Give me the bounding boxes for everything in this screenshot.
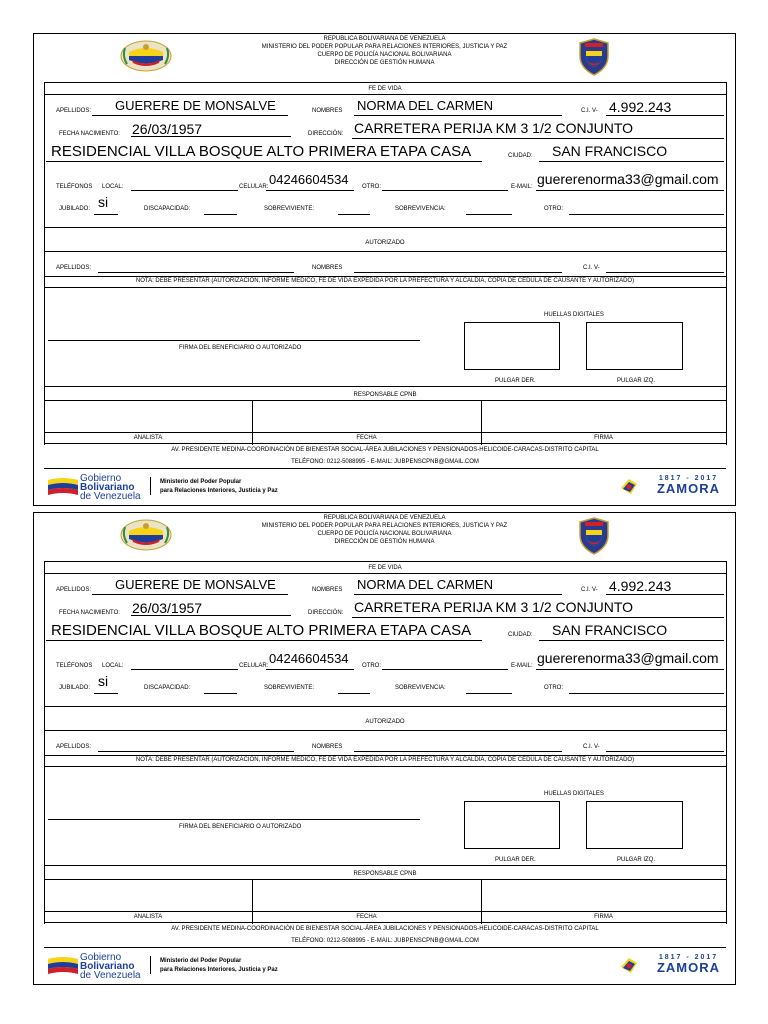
firma-label: FIRMA [594, 914, 613, 920]
inner-border-left [44, 82, 45, 445]
label-discapacidad: DISCAPACIDAD: [144, 206, 191, 212]
nota-text: NOTA: DEBE PRESENTAR (AUTORIZACIÓN, INFORME MEDICO, FE DE VIDA EXPEDIDA POR LA PREFECTURA Y ALCALDÍA, COPIA DE CÉDULA DE CAUSANTE Y AUTORIZADO) [135, 757, 635, 763]
otro-field[interactable] [382, 669, 508, 670]
inner-border-right [726, 561, 727, 924]
divider [44, 82, 726, 83]
local-field[interactable] [131, 669, 238, 670]
zamora-emblem-icon [619, 476, 639, 496]
celular-field[interactable] [266, 669, 354, 670]
divider [44, 432, 726, 433]
divider [44, 573, 726, 574]
section-title: FE DE VIDA [368, 565, 402, 571]
fecha-label: FECHA [356, 435, 377, 441]
direccion-continuation-field[interactable] [46, 161, 482, 162]
value-email: guererenorma33@gmail.com [537, 171, 719, 187]
huellas-title: HUELLAS DIGITALES [544, 791, 604, 797]
label-autorizado-apellidos: APELLIDOS: [56, 744, 92, 750]
responsable-title: RESPONSABLE CPNB [353, 871, 417, 877]
pulgar-izquierdo-box[interactable] [586, 322, 683, 370]
sobreviviente-field[interactable] [338, 693, 370, 694]
divider [44, 947, 726, 948]
apellidos-field[interactable] [92, 594, 288, 595]
label-local: LOCAL: [102, 184, 124, 190]
gobierno-line2: Bolivariano [80, 482, 135, 493]
firma-signature-area[interactable] [482, 401, 725, 431]
ci-field[interactable] [606, 115, 724, 116]
ciudad-field[interactable] [539, 640, 724, 641]
value-fecha-nacimiento: 26/03/1957 [132, 121, 203, 137]
label-direccion: DIRECCIÓN: [308, 610, 344, 616]
divider [44, 911, 726, 912]
value-direccion-line2: RESIDENCIAL VILLA BOSQUE ALTO PRIMERA ETAPA CASA [51, 622, 472, 639]
gobierno-line1: Gobierno [80, 952, 122, 963]
discapacidad-field[interactable] [204, 693, 237, 694]
autorizado-apellidos-field[interactable] [98, 751, 294, 752]
sobrevivencia-field[interactable] [466, 693, 512, 694]
gobierno-line1: Gobierno [80, 473, 122, 484]
gobierno-bolivariano-logo [80, 474, 141, 501]
firma-line[interactable] [48, 819, 420, 820]
label-sobrevivencia: SOBREVIVENCIA: [395, 206, 446, 212]
zamora-years: 1817 - 2017 [658, 954, 719, 961]
label-otro2: OTRO: [544, 685, 563, 691]
divider [44, 766, 726, 767]
label-telefonos: TELÉFONOS [56, 663, 93, 669]
footer-phone: TELÉFONO: 0212-5088995 - E-MAIL: JUBPENSCPNB@GMAIL.COM [291, 938, 479, 944]
header-line4: DIRECCIÓN DE GESTIÓN HUMANA [334, 539, 435, 545]
inner-border-left [44, 561, 45, 924]
header-line2: MINISTERIO DEL PODER POPULAR PARA RELACIONES INTERIORES, JUSTICIA Y PAZ [261, 523, 508, 529]
pulgar-derecho-box[interactable] [464, 322, 560, 370]
label-fecha-nacimiento: FECHA NACIMIENTO: [59, 610, 120, 616]
email-field[interactable] [536, 669, 724, 670]
direccion-field[interactable] [352, 617, 724, 618]
gobierno-bolivariano-logo [80, 953, 141, 980]
analista-signature-area[interactable] [45, 401, 251, 431]
divider [44, 865, 726, 866]
ciudad-field[interactable] [539, 161, 724, 162]
fecha-signature-area[interactable] [253, 401, 480, 431]
value-apellidos: GUERERE DE MONSALVE [115, 577, 276, 592]
ci-field[interactable] [606, 594, 724, 595]
divider [44, 730, 726, 731]
pulgar-izquierdo-box[interactable] [586, 801, 683, 849]
value-fecha-nacimiento: 26/03/1957 [132, 600, 203, 616]
label-ciudad: CIUDAD: [508, 632, 533, 638]
local-field[interactable] [131, 190, 238, 191]
label-autorizado-nombres: NOMBRES [312, 744, 343, 750]
value-direccion-line2: RESIDENCIAL VILLA BOSQUE ALTO PRIMERA ETAPA CASA [51, 143, 472, 160]
fe-de-vida-form-top [33, 33, 736, 506]
zamora-years: 1817 - 2017 [658, 475, 719, 482]
divider [44, 468, 726, 469]
section-title: FE DE VIDA [368, 86, 402, 92]
label-jubilado: JUBILADO: [59, 685, 91, 691]
value-email: guererenorma33@gmail.com [537, 650, 719, 666]
divider [44, 755, 726, 756]
zamora-emblem-icon [619, 955, 639, 975]
ministerio-line1: Ministerio del Poder Popular [160, 479, 242, 485]
value-ciudad: SAN FRANCISCO [552, 143, 668, 159]
autorizado-title: AUTORIZADO [365, 240, 405, 246]
nombres-field[interactable] [354, 594, 562, 595]
label-fecha-nacimiento: FECHA NACIMIENTO: [59, 131, 120, 137]
pulgar-der-label: PULGAR DER. [495, 378, 536, 384]
analista-signature-area[interactable] [45, 880, 251, 910]
value-jubilado: si [98, 673, 109, 689]
pulgar-derecho-box[interactable] [464, 801, 560, 849]
header-line1: REPUBLICA BOLIVARIANA DE VENEZUELA [323, 515, 446, 521]
gobierno-line3: de Venezuela [80, 970, 141, 981]
label-local: LOCAL: [102, 663, 124, 669]
otro2-field[interactable] [569, 214, 724, 215]
zamora-logo [641, 954, 736, 974]
fecha-signature-area[interactable] [253, 880, 480, 910]
label-celular: CELULAR: [239, 184, 269, 190]
direccion-continuation-field[interactable] [46, 640, 482, 641]
label-ciudad: CIUDAD: [508, 153, 533, 159]
divider [44, 276, 726, 277]
label-autorizado-ci: C.I. V- [583, 265, 600, 271]
nombres-field[interactable] [354, 115, 562, 116]
pulgar-izq-label: PULGAR IZQ. [617, 857, 656, 863]
autorizado-apellidos-field[interactable] [98, 272, 294, 273]
analista-label: ANALISTA [133, 435, 163, 441]
fecha-label: FECHA [356, 914, 377, 920]
divider [44, 227, 726, 228]
venezuela-flag-icon [48, 955, 78, 975]
venezuela-flag-icon [48, 476, 78, 496]
value-celular: 04246604534 [269, 172, 349, 187]
header-line4: DIRECCIÓN DE GESTIÓN HUMANA [334, 60, 435, 66]
firma-beneficiario-label: FIRMA DEL BENEFICIARIO O AUTORIZADO [179, 824, 302, 830]
footer-address: AV. PRESIDENTE MEDINA-COORDINACIÓN DE BIENESTAR SOCIAL-ÁREA JUBILACIONES Y PENSIONADOS-HELICOIDE-CARACAS-DISTRITO CAPITAL [171, 447, 599, 453]
gobierno-line2: Bolivariano [80, 961, 135, 972]
divider [44, 706, 726, 707]
value-ci: 4.992.243 [609, 578, 672, 594]
label-ci: C.I. V- [581, 108, 598, 114]
ministerio-line2: para Relaciones Interiores, Justicia y Paz [160, 488, 278, 494]
label-sobreviviente: SOBREVIVIENTE: [264, 206, 315, 212]
value-ci: 4.992.243 [609, 99, 672, 115]
gobierno-line3: de Venezuela [80, 491, 141, 502]
header-text [34, 514, 735, 546]
label-direccion: DIRECCIÓN: [308, 131, 344, 137]
header-text [34, 35, 735, 67]
nota-text: NOTA: DEBE PRESENTAR (AUTORIZACIÓN, INFORME MEDICO, FE DE VIDA EXPEDIDA POR LA PREFECTURA Y ALCALDÍA, COPIA DE CÉDULA DE CAUSANTE Y AUTORIZADO) [135, 278, 635, 284]
sobrevivencia-field[interactable] [466, 214, 512, 215]
label-nombres: NOMBRES [312, 108, 343, 114]
label-otro: OTRO: [362, 184, 381, 190]
footer-address: AV. PRESIDENTE MEDINA-COORDINACIÓN DE BIENESTAR SOCIAL-ÁREA JUBILACIONES Y PENSIONADOS-HELICOIDE-CARACAS-DISTRITO CAPITAL [171, 926, 599, 932]
zamora-word: ZAMORA [656, 481, 721, 496]
sobreviviente-field[interactable] [338, 214, 370, 215]
label-otro2: OTRO: [544, 206, 563, 212]
firma-beneficiario-label: FIRMA DEL BENEFICIARIO O AUTORIZADO [179, 345, 302, 351]
value-direccion-line1: CARRETERA PERIJA KM 3 1/2 CONJUNTO [354, 120, 634, 136]
label-sobrevivencia: SOBREVIVENCIA: [395, 685, 446, 691]
label-jubilado: JUBILADO: [59, 206, 91, 212]
value-apellidos: GUERERE DE MONSALVE [115, 98, 276, 113]
analista-label: ANALISTA [133, 914, 163, 920]
divider [44, 287, 726, 288]
label-celular: CELULAR: [239, 663, 269, 669]
label-autorizado-apellidos: APELLIDOS: [56, 265, 92, 271]
divider [44, 922, 726, 923]
label-telefonos: TELÉFONOS [56, 184, 93, 190]
header-line1: REPUBLICA BOLIVARIANA DE VENEZUELA [323, 36, 446, 42]
label-ci: C.I. V- [581, 587, 598, 593]
pulgar-izq-label: PULGAR IZQ. [617, 378, 656, 384]
autorizado-nombres-field[interactable] [354, 272, 562, 273]
divider [44, 561, 726, 562]
direccion-field[interactable] [352, 138, 724, 139]
label-nombres: NOMBRES [312, 587, 343, 593]
ministerio-text [160, 957, 278, 975]
value-jubilado: si [98, 194, 109, 210]
footer-phone: TELÉFONO: 0212-5088995 - E-MAIL: JUBPENSCPNB@GMAIL.COM [291, 459, 479, 465]
discapacidad-field[interactable] [204, 214, 237, 215]
ministerio-line1: Ministerio del Poder Popular [160, 958, 242, 964]
huellas-title: HUELLAS DIGITALES [544, 312, 604, 318]
label-discapacidad: DISCAPACIDAD: [144, 685, 191, 691]
pulgar-der-label: PULGAR DER. [495, 857, 536, 863]
zamora-logo [641, 475, 736, 495]
header-line2: MINISTERIO DEL PODER POPULAR PARA RELACIONES INTERIORES, JUSTICIA Y PAZ [261, 44, 508, 50]
divider [150, 956, 151, 974]
value-direccion-line1: CARRETERA PERIJA KM 3 1/2 CONJUNTO [354, 599, 634, 615]
label-apellidos: APELLIDOS: [56, 587, 92, 593]
label-email: E-MAIL: [511, 184, 533, 190]
value-nombres: NORMA DEL CARMEN [357, 98, 494, 113]
value-ciudad: SAN FRANCISCO [552, 622, 668, 638]
ministerio-line2: para Relaciones Interiores, Justicia y Paz [160, 967, 278, 973]
autorizado-title: AUTORIZADO [365, 719, 405, 725]
celular-field[interactable] [266, 190, 354, 191]
email-field[interactable] [536, 190, 724, 191]
label-otro: OTRO: [362, 663, 381, 669]
label-email: E-MAIL: [511, 663, 533, 669]
responsable-title: RESPONSABLE CPNB [353, 392, 417, 398]
divider [44, 251, 726, 252]
header-line3: CUERPO DE POLICÍA NACIONAL BOLIVARIANA [317, 531, 452, 537]
divider [44, 94, 726, 95]
firma-label: FIRMA [594, 435, 613, 441]
firma-line[interactable] [48, 340, 420, 341]
otro-field[interactable] [382, 190, 508, 191]
jubilado-field[interactable] [94, 214, 118, 215]
ministerio-text [160, 478, 278, 496]
header-line3: CUERPO DE POLICÍA NACIONAL BOLIVARIANA [317, 52, 452, 58]
inner-border-right [726, 82, 727, 445]
label-autorizado-nombres: NOMBRES [312, 265, 343, 271]
otro2-field[interactable] [569, 693, 724, 694]
label-autorizado-ci: C.I. V- [583, 744, 600, 750]
divider [44, 443, 726, 444]
autorizado-nombres-field[interactable] [354, 751, 562, 752]
autorizado-ci-field[interactable] [606, 751, 724, 752]
firma-signature-area[interactable] [482, 880, 725, 910]
label-sobreviviente: SOBREVIVIENTE: [264, 685, 315, 691]
autorizado-ci-field[interactable] [606, 272, 724, 273]
value-nombres: NORMA DEL CARMEN [357, 577, 494, 592]
divider [150, 477, 151, 495]
apellidos-field[interactable] [92, 115, 288, 116]
fe-de-vida-form-bottom [33, 512, 736, 985]
zamora-word: ZAMORA [656, 960, 721, 975]
label-apellidos: APELLIDOS: [56, 108, 92, 114]
divider [44, 386, 726, 387]
value-celular: 04246604534 [269, 651, 349, 666]
jubilado-field[interactable] [94, 693, 118, 694]
